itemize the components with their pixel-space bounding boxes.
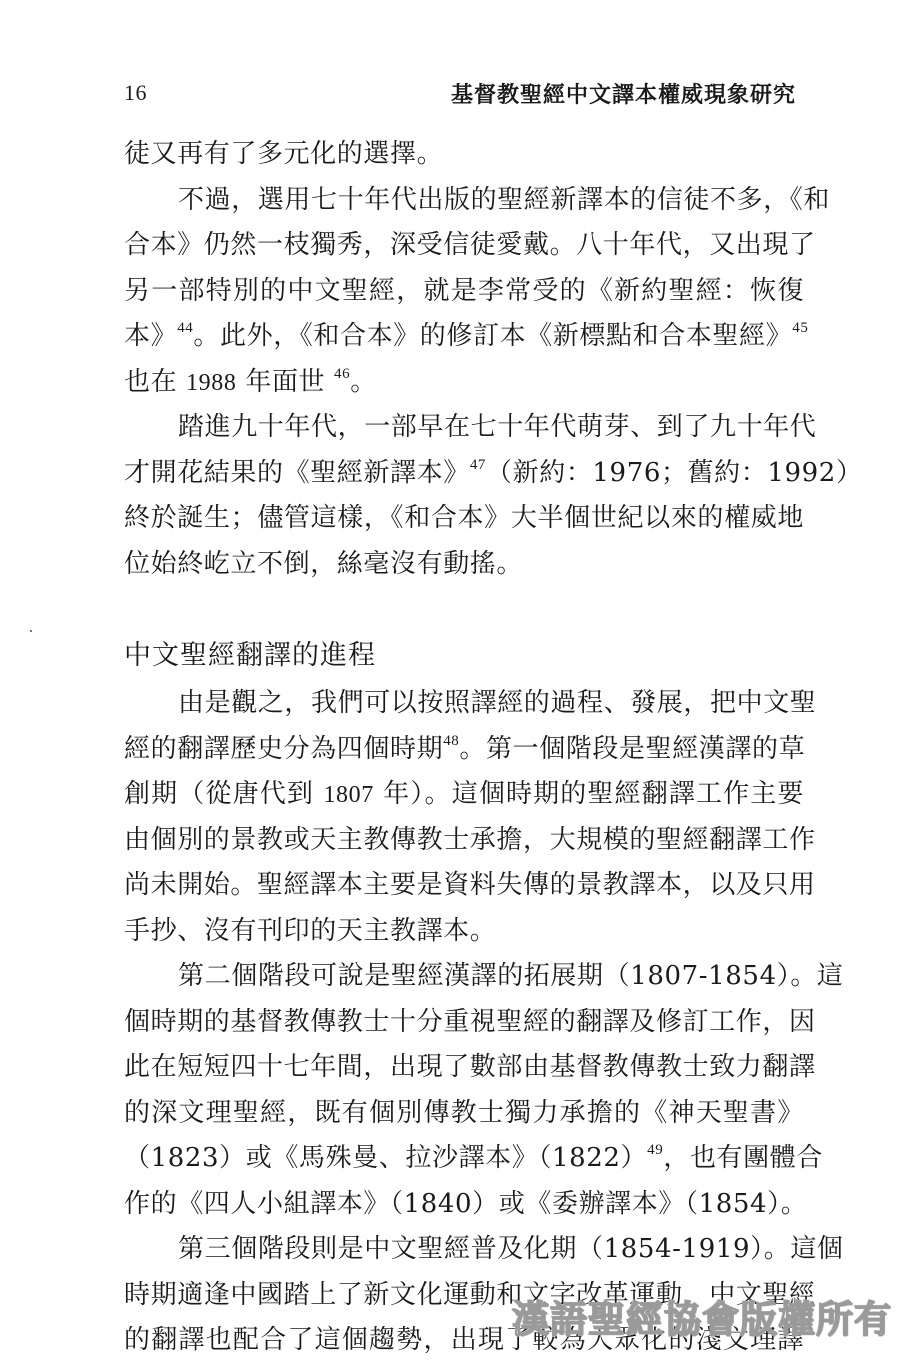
text-line xyxy=(124,1136,823,1182)
text-line: 此在短短四十七年間，出現了數部由基督教傳教士致力翻譯 xyxy=(124,1052,816,1082)
scan-speck xyxy=(30,630,32,632)
text-run: 經的翻譯歷史分為四個時期 xyxy=(124,733,444,764)
year-1807: 1807 xyxy=(323,782,374,808)
text-line: 作的《四人小組譯本》（1840）或《委辦譯本》（1854）。 xyxy=(124,1188,808,1219)
copyright-watermark: 漢語聖經協會版權所有 xyxy=(512,1298,892,1341)
section-heading: 中文聖經翻譯的進程 xyxy=(124,640,376,671)
paragraph xyxy=(124,132,804,178)
paragraph xyxy=(124,954,844,1227)
text-run: 年面世 xyxy=(245,366,326,397)
text-line: 的翻譯也配合了這個趨勢，出現了較為大眾化的淺文理譯 xyxy=(124,1325,804,1355)
text-line: 尚未開始。聖經譯本主要是資料失傳的景教譯本，以及只用 xyxy=(124,870,816,900)
footnote-ref-45: 45 xyxy=(792,320,809,336)
text-line: 合本》仍然一枝獨秀，深受信徒愛戴。八十年代，又出現了 xyxy=(124,230,816,260)
text-run: （1823）或《馬殊曼、拉沙譯本》（1822） xyxy=(124,1143,648,1173)
text-line: 第二個階段可說是聖經漢譯的拓展期（1807-1854）。這 xyxy=(178,961,844,991)
text-line: 個時期的基督教傳教士十分重視聖經的翻譯及修訂工作，因 xyxy=(124,1006,816,1037)
text-run: 才開花結果的《聖經新譯本》 xyxy=(124,457,470,488)
text-line: 時期適逢中國踏上了新文化運動和文字改革運動，中文聖經 xyxy=(124,1279,816,1310)
text-line: 由是觀之，我們可以按照譯經的過程、發展，把中文聖 xyxy=(178,688,817,718)
paragraph xyxy=(124,681,817,954)
text-line xyxy=(124,727,804,773)
footnote-ref-46: 46 xyxy=(334,365,351,382)
footnote-ref-48: 48 xyxy=(443,732,460,749)
text-line: 第三個階段則是中文聖經普及化期（1854-1919）。這個 xyxy=(178,1234,844,1264)
text-run: 。此外，《和合本》的修訂本《新標點和合本聖經》 xyxy=(193,321,793,351)
footnote-ref-44: 44 xyxy=(177,320,194,336)
text-run: 本》 xyxy=(124,321,178,351)
text-run: 年）。這個時期的聖經翻譯工作主要 xyxy=(383,779,805,809)
text-line: 位始終屹立不倒，絲毫沒有動搖。 xyxy=(124,548,524,579)
text-line: 的深文理聖經，既有個別傳教士獨力承擔的《神天聖書》 xyxy=(124,1097,804,1128)
text-run: （新約：1976；舊約：1992） xyxy=(486,457,863,488)
text-line: 終於誕生；儘管這樣，《和合本》大半個世紀以來的權威地 xyxy=(124,503,804,533)
page-number: 16 xyxy=(124,80,147,105)
text-line: 徒又再有了多元化的選擇。 xyxy=(124,139,444,169)
text-line: 踏進九十年代，一部早在七十年代萌芽、到了九十年代 xyxy=(178,412,817,442)
text-run: ，也有團體合 xyxy=(663,1143,823,1173)
footnote-ref-47: 47 xyxy=(469,456,487,473)
text-run: 。 xyxy=(350,366,377,397)
text-line xyxy=(124,451,863,497)
body-text xyxy=(124,132,863,1364)
text-line: 另一部特別的中文聖經，就是李常受的《新約聖經：恢復 xyxy=(124,275,804,306)
paragraph xyxy=(124,178,831,406)
text-line xyxy=(124,772,804,818)
year-1988: 1988 xyxy=(186,369,237,396)
running-title: 基督教聖經中文譯本權威現象研究 xyxy=(450,83,796,108)
text-line: 手抄、沒有刊印的天主教譯本。 xyxy=(124,915,497,946)
text-run: 也在 xyxy=(124,366,178,397)
text-line: 不過，選用七十年代出版的聖經新譯本的信徒不多，《和 xyxy=(178,184,831,215)
text-line: 由個別的景教或天主教傳教士承擔，大規模的聖經翻譯工作 xyxy=(124,824,816,855)
footnote-ref-49: 49 xyxy=(647,1142,664,1158)
paragraph xyxy=(124,405,863,587)
text-line xyxy=(124,360,804,406)
text-line xyxy=(124,314,809,360)
text-run: 。第一個階段是聖經漢譯的草 xyxy=(459,733,806,764)
text-run: 創期（從唐代到 xyxy=(124,779,315,809)
